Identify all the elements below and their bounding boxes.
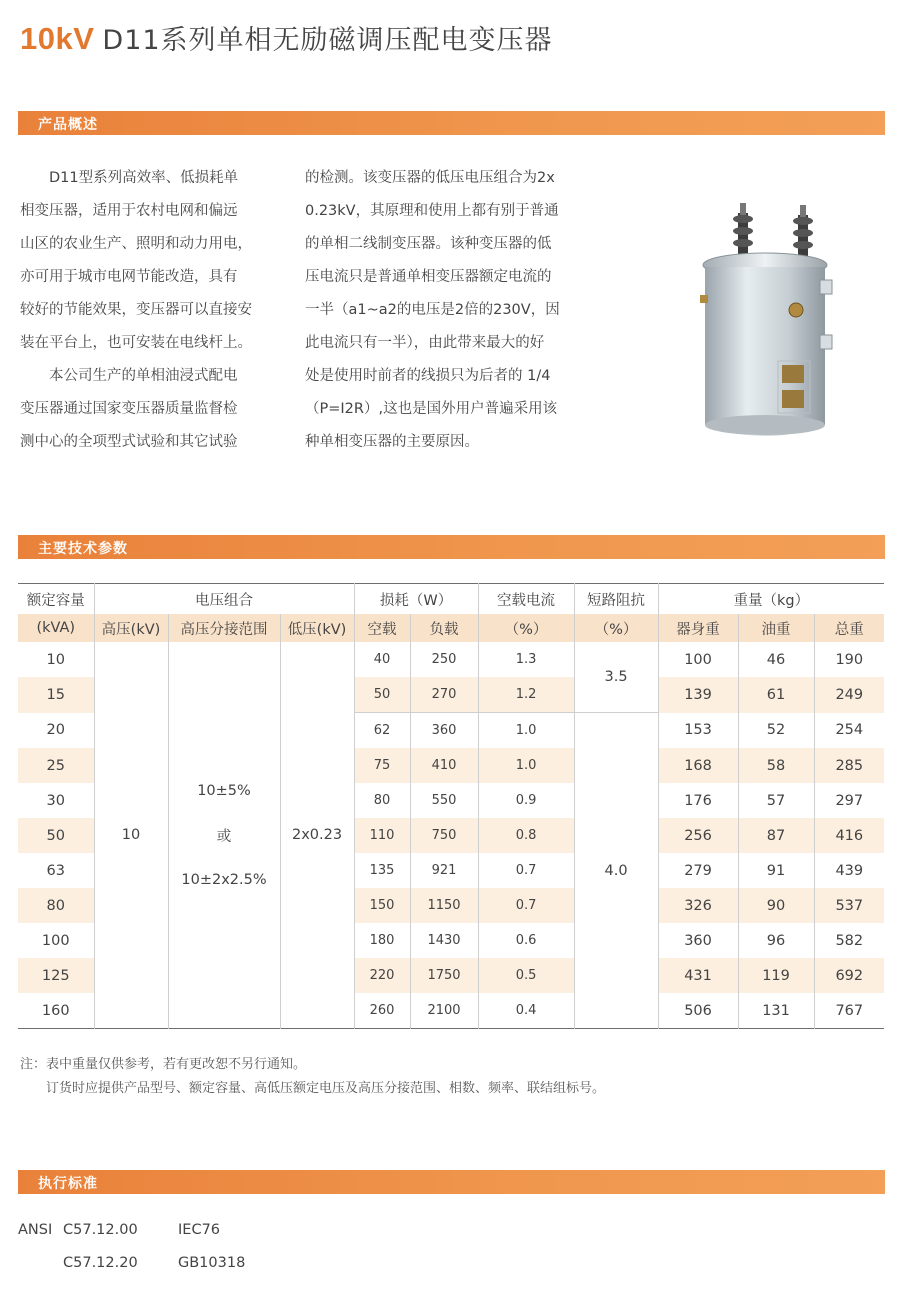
cell-noload: 110	[354, 818, 410, 853]
section-header-overview	[18, 111, 885, 135]
title-name: D11系列单相无励磁调压配电变压器	[102, 25, 553, 56]
cell-oil: 91	[738, 853, 814, 888]
standard-gb10318: GB10318	[178, 1255, 246, 1271]
table-header-row-2	[18, 614, 884, 642]
cell-current: 0.7	[478, 853, 574, 888]
cell-load: 410	[410, 748, 478, 783]
th-body-weight: 器身重	[658, 614, 738, 642]
cell-current: 0.5	[478, 958, 574, 993]
cell-current: 1.0	[478, 748, 574, 783]
cell-oil: 61	[738, 677, 814, 713]
th-hv: 高压(kV)	[94, 614, 168, 642]
cell-total: 285	[814, 748, 884, 783]
overview-line: 测中心的全项型式试验和其它试验	[20, 434, 238, 450]
cell-lv: 2x0.23	[280, 642, 354, 1029]
cell-current: 0.8	[478, 818, 574, 853]
cell-noload: 220	[354, 958, 410, 993]
overview-line: 此电流只有一半），由此带来最大的好	[305, 335, 545, 351]
cell-total: 297	[835, 792, 864, 809]
overview-line: 一半（a1~a2的电压是2倍的230V，因	[305, 302, 560, 318]
cell-load: 250	[410, 642, 478, 677]
section-title-specs: 主要技术参数	[38, 541, 128, 557]
transformer-product-image	[660, 185, 860, 455]
cell-current: 1.0	[478, 713, 574, 749]
overview-line: 的单相二线制变压器。该种变压器的低	[305, 236, 552, 252]
cell-body: 326	[658, 888, 738, 923]
cell-kva: 160	[18, 993, 94, 1029]
cell-current: 1.2	[478, 677, 574, 713]
overview-line: D11型系列高效率、低损耗单	[20, 170, 239, 186]
th-load: 负载	[410, 614, 478, 642]
cell-total: 249	[814, 677, 884, 713]
cell-body: 100	[658, 642, 738, 677]
overview-column-1	[20, 162, 270, 459]
overview-line: 相变压器，适用于农村电网和偏远	[20, 203, 238, 219]
cell-tap-range	[168, 642, 280, 1029]
cell-noload: 135	[354, 853, 410, 888]
th-lv: 低压(kV)	[280, 614, 354, 642]
overview-line: 处是使用时前者的线损只为后者的 1/4	[305, 368, 551, 384]
cell-body: 256	[658, 818, 738, 853]
cell-total: 254	[835, 722, 864, 739]
cell-current: 0.9	[478, 783, 574, 818]
note-weight: 注：表中重量仅供参考，若有更改恕不另行通知。	[20, 1057, 307, 1072]
table-header-row-1	[18, 584, 884, 615]
cell-load: 1750	[410, 958, 478, 993]
cell-oil: 96	[738, 923, 814, 958]
tap-line-3: 10±2x2.5%	[181, 871, 267, 888]
overview-line: 变压器通过国家变压器质量监督检	[20, 401, 238, 417]
th-impedance: 短路阻抗	[574, 584, 658, 615]
cell-total: 692	[814, 958, 884, 993]
cell-body: 176	[658, 783, 738, 818]
cell-current: 0.6	[478, 923, 574, 958]
th-oil-weight: 油重	[738, 614, 814, 642]
cell-body: 279	[658, 853, 738, 888]
section-title-standards: 执行标准	[38, 1176, 98, 1192]
cell-noload: 40	[354, 642, 410, 677]
overview-line: 压电流只是普通单相变压器额定电流的	[305, 269, 552, 285]
standard-c57-12-00: C57.12.00	[63, 1222, 138, 1238]
table-row	[18, 642, 884, 677]
overview-line: （P=I2R）,这也是国外用户普遍采用该	[305, 401, 558, 417]
cell-body: 360	[658, 923, 738, 958]
cell-load: 1150	[410, 888, 478, 923]
cell-oil: 57	[738, 783, 814, 818]
cell-impedance-a: 3.5	[574, 642, 658, 713]
overview-line: 山区的农业生产、照明和动力用电，	[20, 236, 252, 252]
spec-table	[18, 583, 884, 1029]
cell-kva: 15	[18, 677, 94, 713]
cell-total: 582	[835, 932, 864, 949]
cell-total: 767	[835, 1002, 864, 1019]
overview-line: 较好的节能效果，变压器可以直接安	[20, 302, 252, 318]
section-title-overview: 产品概述	[38, 117, 98, 133]
th-loss: 损耗（W）	[354, 584, 478, 615]
cell-kva: 10	[18, 642, 94, 677]
overview-line: 亦可用于城市电网节能改造，具有	[20, 269, 238, 285]
cell-oil: 131	[738, 993, 814, 1029]
cell-noload: 260	[354, 993, 410, 1029]
cell-noload: 50	[354, 677, 410, 713]
cell-kva: 30	[18, 783, 94, 818]
th-kva: (kVA)	[18, 614, 94, 642]
cell-noload: 62	[354, 713, 410, 749]
th-current-pct: （%）	[478, 614, 574, 642]
cell-impedance-b: 4.0	[574, 713, 658, 1029]
cell-kva: 50	[18, 818, 94, 853]
overview-line: 0.23kV，其原理和使用上都有别于普通	[305, 203, 559, 219]
tap-line-2: 或	[216, 828, 232, 845]
cell-total: 190	[835, 651, 864, 668]
tap-line-1: 10±5%	[197, 782, 251, 799]
cell-kva: 20	[18, 713, 94, 749]
th-noload: 空载	[354, 614, 410, 642]
cell-kva: 80	[18, 888, 94, 923]
section-header-specs	[18, 535, 885, 559]
cell-body: 153	[658, 713, 738, 749]
note-order: 订货时应提供产品型号、额定容量、高低压额定电压及高压分接范围、相数、频率、联结组标号。	[46, 1081, 606, 1096]
cell-oil: 52	[738, 713, 814, 749]
cell-oil: 58	[738, 748, 814, 783]
standard-ansi: ANSI	[18, 1222, 53, 1238]
cell-kva: 25	[18, 748, 94, 783]
overview-line: 的检测。该变压器的低压电压组合为2x	[305, 170, 555, 186]
th-noload-current: 空载电流	[478, 584, 574, 615]
cell-load: 1430	[410, 923, 478, 958]
cell-oil: 46	[738, 642, 814, 677]
cell-total: 537	[814, 888, 884, 923]
title-voltage: 10kV	[20, 21, 95, 56]
cell-kva: 63	[18, 853, 94, 888]
cell-current: 1.3	[478, 642, 574, 677]
cell-kva: 100	[18, 923, 94, 958]
cell-load: 750	[410, 818, 478, 853]
cell-current: 0.4	[478, 993, 574, 1029]
cell-hv: 10	[94, 642, 168, 1029]
overview-line: 装在平台上，也可安装在电线杆上。	[20, 335, 252, 351]
cell-load: 921	[410, 853, 478, 888]
standard-iec76: IEC76	[178, 1222, 221, 1238]
th-capacity: 额定容量	[18, 584, 94, 615]
th-voltage-group: 电压组合	[94, 584, 354, 615]
cell-noload: 80	[354, 783, 410, 818]
cell-noload: 150	[354, 888, 410, 923]
cell-load: 360	[410, 713, 478, 749]
section-header-standards	[18, 1170, 885, 1194]
th-tap-range: 高压分接范围	[168, 614, 280, 642]
overview-column-2	[305, 162, 587, 459]
cell-oil: 87	[738, 818, 814, 853]
cell-oil: 90	[738, 888, 814, 923]
overview-line: 种单相变压器的主要原因。	[305, 434, 479, 450]
th-impedance-pct: （%）	[574, 614, 658, 642]
cell-body: 506	[658, 993, 738, 1029]
cell-current: 0.7	[478, 888, 574, 923]
cell-noload: 75	[354, 748, 410, 783]
cell-total: 439	[835, 862, 864, 879]
page-title	[20, 18, 553, 62]
cell-oil: 119	[738, 958, 814, 993]
cell-noload: 180	[354, 923, 410, 958]
cell-total: 416	[814, 818, 884, 853]
cell-load: 270	[410, 677, 478, 713]
th-weight: 重量（kg）	[658, 584, 884, 615]
cell-body: 431	[658, 958, 738, 993]
cell-kva: 125	[18, 958, 94, 993]
th-total-weight: 总重	[814, 614, 884, 642]
cell-body: 139	[658, 677, 738, 713]
standard-c57-12-20: C57.12.20	[63, 1255, 138, 1271]
cell-body: 168	[658, 748, 738, 783]
cell-load: 550	[410, 783, 478, 818]
overview-line: 本公司生产的单相油浸式配电	[20, 368, 238, 384]
cell-load: 2100	[410, 993, 478, 1029]
